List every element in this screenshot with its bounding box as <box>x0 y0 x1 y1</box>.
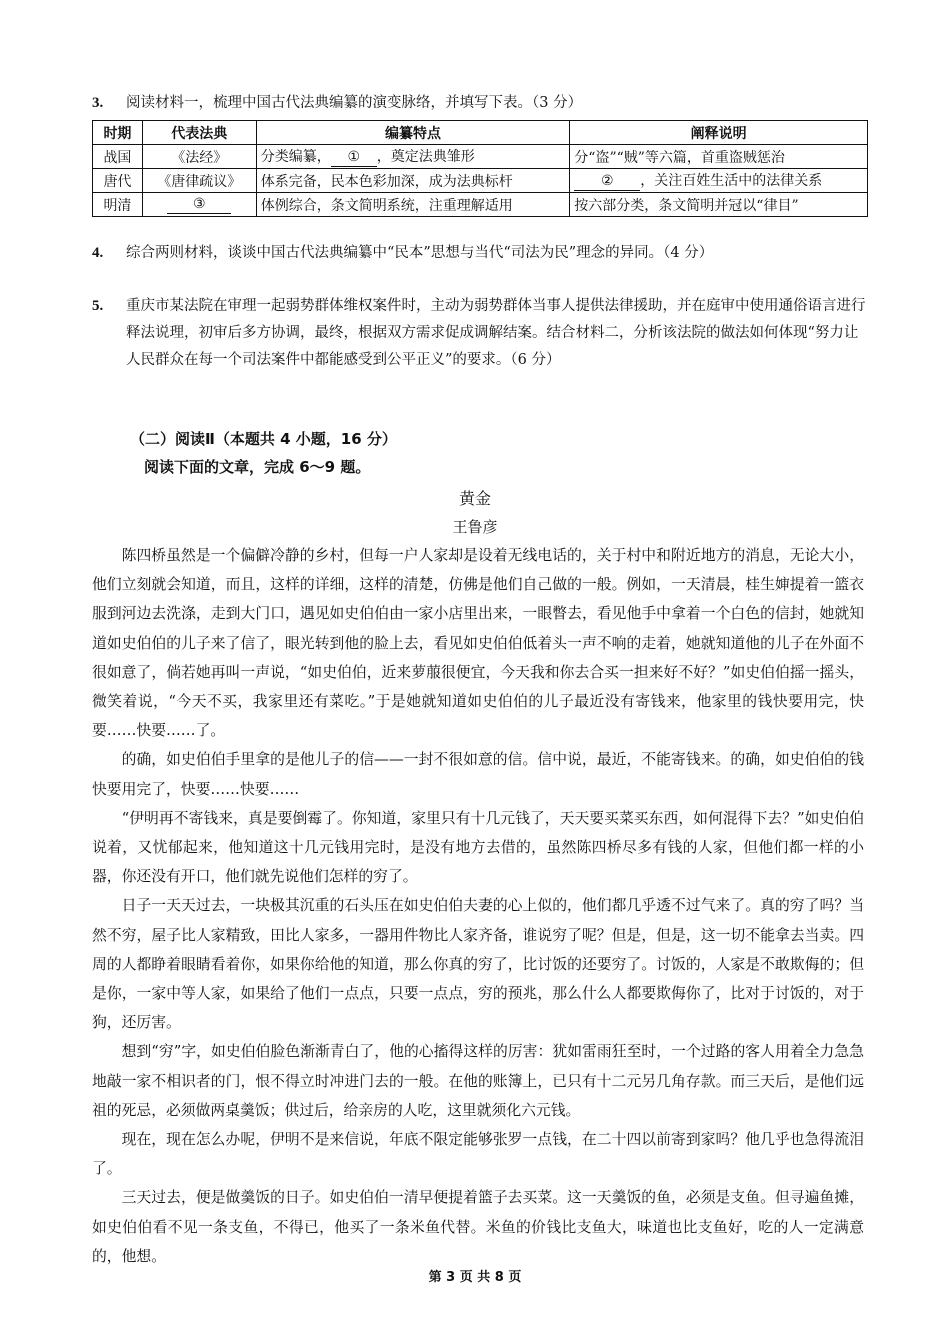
question-text: 阅读材料一，梳理中国古代法典编纂的演变脉络，并填写下表。（3 分） <box>126 95 583 111</box>
header-feature: 编纂特点 <box>256 121 570 145</box>
article-paragraph: 日子一天天过去，一块极其沉重的石头压在如史伯伯夫妻的心上似的，他们都几乎透不过气来了。真的穷了吗？当然不穷，屋子比人家精致，田比人家多，一器用件物比人家齐备，谁说穷了呢？但是，但是，这一切不能拿去当卖。四周的人都睁着眼睛看着你，如果你给他的知道，那么你真的穷了，比讨饭的还要穷了。讨饭的，人家是不敢欺侮的；但是你，一家中等人家，如果给了他们一点点，只要一点点，穷的预兆，那么什么人都要欺侮你了，比对于讨饭的，对于狗，还厉害。 <box>92 897 864 1032</box>
question-3 <box>92 90 872 117</box>
table-row <box>93 193 868 217</box>
article-paragraph: 三天过去，便是做羹饭的日子。如史伯伯一清早便提着篮子去买菜。这一天羹饭的鱼，必须是支鱼。但寻遍鱼摊，如史伯伯看不见一条支鱼，不得已，他买了一条米鱼代替。米鱼的价钱比支鱼大，味道也比支鱼好，吃的人一定满意的，他想。 <box>92 1189 864 1265</box>
table-row <box>93 145 868 169</box>
table-header-row <box>93 121 868 145</box>
codification-table <box>92 120 868 217</box>
question-text: 综合两则材料，谈谈中国古代法典编纂中“民本”思想与当代“司法为民”理念的异同。（4 分） <box>126 245 714 261</box>
answer-blank-1[interactable]: ① <box>331 148 377 167</box>
feature-text: ，奠定法典雏形 <box>376 149 475 165</box>
cell-code: 《唐律疏议》 <box>142 169 256 193</box>
question-5 <box>92 293 872 374</box>
cell-feature <box>256 145 570 169</box>
article-paragraph: “伊明再不寄钱来，真是要倒霉了。你知道，家里只有十几元钱了，天天要买菜买东西，如何混得下去？”如史伯伯说着，又忧郁起来，他知道这十几元钱用完时，是没有地方去借的，虽然陈四桥尽多有钱的人家，但他们都一样的小器，你还没有开口，他们就先说他们怎样的穷了。 <box>92 809 864 886</box>
header-period: 时期 <box>93 121 143 145</box>
article-title: 黄金 <box>458 489 491 508</box>
header-explain: 阐释说明 <box>570 121 868 145</box>
cell-feature: 体例综合，条文简明系统，注重理解适用 <box>256 193 570 217</box>
cell-code: 《法经》 <box>142 145 256 169</box>
section-instruction: 阅读下面的文章，完成 6～9 题。 <box>144 458 371 476</box>
header-code: 代表法典 <box>142 121 256 145</box>
cell-explain: 按六部分类，条文简明并冠以“律目” <box>570 193 868 217</box>
question-number: 3. <box>92 95 104 111</box>
question-number: 4. <box>92 245 104 261</box>
question-4 <box>92 240 872 267</box>
cell-period: 战国 <box>93 145 143 169</box>
section-heading: （二）阅读Ⅱ（本题共 4 小题，16 分） <box>130 430 397 448</box>
cell-period: 明清 <box>93 193 143 217</box>
article-body <box>92 541 864 1271</box>
question-number: 5. <box>92 298 104 314</box>
cell-code <box>142 193 256 217</box>
table-row <box>93 169 868 193</box>
article-paragraph: 现在，现在怎么办呢，伊明不是来信说，年底不限定能够张罗一点钱，在二十四以前寄到家吗？他几乎也急得流泪了。 <box>92 1131 864 1178</box>
article-paragraph: 想到“穷”字，如史伯伯脸色渐渐青白了，他的心搐得这样的厉害：犹如雷雨狂至时，一个过路的客人用着全力急急地敲一家不相识者的门，恨不得立时冲进门去的一般。在他的账簿上，已只有十二元另几角存款。而三天后，是他们远祖的死忌，必须做两桌羹饭；供过后，给亲房的人吃，这里就须化六元钱。 <box>92 1043 864 1119</box>
answer-blank-3[interactable]: ③ <box>167 195 231 214</box>
explain-text: ，关注百姓生活中的法律关系 <box>640 173 823 189</box>
article-author: 王鲁彦 <box>452 518 498 536</box>
cell-explain <box>570 169 868 193</box>
feature-text: 分类编纂， <box>260 149 331 165</box>
page-footer: 第 3 页 共 8 页 <box>428 1270 522 1285</box>
cell-feature: 体系完备，民本色彩加深，成为法典标杆 <box>256 169 570 193</box>
answer-blank-2[interactable]: ② <box>574 172 640 191</box>
article-paragraph: 陈四桥虽然是一个偏僻冷静的乡村，但每一户人家却是设着无线电话的，关于村中和附近地方的消息，无论大小，他们立刻就会知道，而且，这样的详细，这样的清楚，仿佛是他们自己做的一般。例如，一天清晨，桂生婶提着一篮衣服到河边去洗涤，走到大门口，遇见如史伯伯由一家小店里出来，一眼瞥去，看见他手中拿着一个白色的信封，她就知道如史伯伯的儿子来了信了，眼光转到他的脸上去，看见如史伯伯低着头一声不响的走着，她就知道他的儿子在外面不很如意了，倘若她再叫一声说，“如史伯伯，近来萝菔很便宜，今天我和你去合买一担来好不好？”如史伯伯摇一摇头，微笑着说，“今天不买，我家里还有菜吃。”于是她就知道如史伯伯的儿子最近没有寄钱来，他家里的钱快要用完，快要……快要……了。 <box>92 547 864 740</box>
article-paragraph: 的确，如史伯伯手里拿的是他儿子的信——一封不很如意的信。信中说，最近，不能寄钱来。的确，如史伯伯的钱快要用完了，快要……快要…… <box>92 751 864 798</box>
cell-explain: 分“盗”“贼”等六篇，首重盗贼惩治 <box>570 145 868 169</box>
question-text: 重庆市某法院在审理一起弱势群体维权案件时，主动为弱势群体当事人提供法律援助，并在庭审中使用通俗语言进行释法说理，初审后多方协调，最终，根据双方需求促成调解结案。结合材料二，分析该法院的做法如何体现“努力让人民群众在每一个司法案件中都能感受到公平正义”的要求。（6 分） <box>126 298 866 368</box>
cell-period: 唐代 <box>93 169 143 193</box>
